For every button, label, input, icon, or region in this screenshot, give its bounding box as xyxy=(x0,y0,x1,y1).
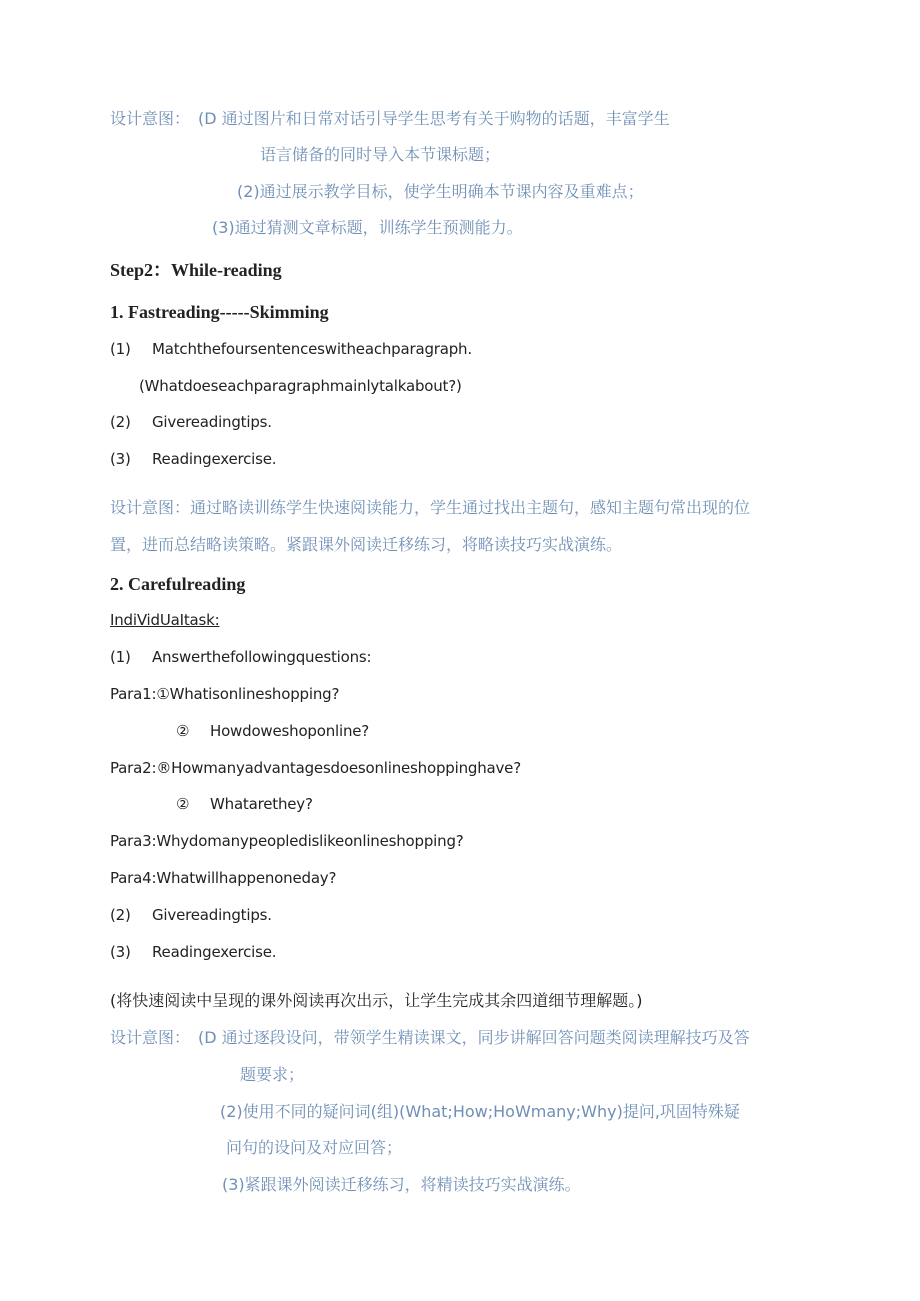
list-item xyxy=(110,941,276,963)
question-line: Para2:®Howmanyadvantagesdoesonlineshoppinghave? xyxy=(110,759,521,777)
design-intent-item: (D 通过逐段设问，带领学生精读课文，同步讲解回答问题类阅读理解技巧及答 xyxy=(198,1028,750,1047)
item-number: (2) xyxy=(110,906,131,924)
list-item xyxy=(110,411,272,433)
section-heading: 1. Fastreading-----Skimming xyxy=(110,302,329,322)
item-number: (3) xyxy=(110,450,131,468)
list-item xyxy=(110,448,276,470)
design-intent-item: 问句的设问及对应回答； xyxy=(226,1138,403,1157)
question-line: Para4:Whatwillhappenoneday? xyxy=(110,869,337,887)
design-intent-item: (3)通过猜测文章标题，训练学生预测能力。 xyxy=(212,218,523,237)
item-text: Readingexercise. xyxy=(152,943,277,961)
item-text: Givereadingtips. xyxy=(152,906,272,924)
question-line: Para3:Whydomanypeopledislikeonlineshopping? xyxy=(110,832,464,850)
question-text: Whatarethey? xyxy=(210,795,313,813)
question-line xyxy=(176,720,369,742)
item-text: Readingexercise. xyxy=(152,450,277,468)
design-intent-item: (D 通过图片和日常对话引导学生思考有关于购物的话题，丰富学生 xyxy=(198,109,670,128)
list-item-sub: (Whatdoeseachparagraphmainlytalkabout?) xyxy=(139,377,462,395)
design-intent-line: 置，进而总结略读策略。紧跟课外阅读迁移练习，将略读技巧实战演练。 xyxy=(110,535,623,554)
design-intent-item: (2)通过展示教学目标，使学生明确本节课内容及重难点； xyxy=(237,182,644,201)
design-intent-item: 语言储备的同时导入本节课标题； xyxy=(260,145,501,164)
design-intent-item: (3)紧跟课外阅读迁移练习，将精读技巧实战演练。 xyxy=(222,1175,581,1194)
circled-number: ② xyxy=(176,795,190,813)
item-text: Givereadingtips. xyxy=(152,413,272,431)
question-line: Para1:①Whatisonlineshopping? xyxy=(110,685,340,703)
question-line xyxy=(176,793,313,815)
note-line: (将快速阅读中呈现的课外阅读再次出示，让学生完成其余四道细节理解题。) xyxy=(110,991,643,1010)
design-intent-item: (2)使用不同的疑问词(组)(What;How;HoWmany;Why)提问,巩固特殊疑 xyxy=(220,1102,740,1121)
design-intent-label: 设计意图： xyxy=(110,109,191,128)
item-number: (2) xyxy=(110,413,131,431)
section-heading: 2. Carefulreading xyxy=(110,574,246,594)
item-number: (1) xyxy=(110,340,131,358)
item-text: Matchthefoursentenceswitheachparagraph. xyxy=(152,340,472,358)
item-number: (1) xyxy=(110,648,131,666)
list-item xyxy=(110,338,472,360)
item-text: Answerthefollowingquestions: xyxy=(152,648,372,666)
list-item xyxy=(110,904,272,926)
design-intent-item: 题要求； xyxy=(240,1065,305,1084)
item-number: (3) xyxy=(110,943,131,961)
list-item xyxy=(110,646,371,668)
step-heading: Step2：While-reading xyxy=(110,260,282,280)
design-intent-line: 设计意图：通过略读训练学生快速阅读能力，学生通过找出主题句，感知主题句常出现的位 xyxy=(110,498,751,517)
question-text: Howdoweshoponline? xyxy=(210,722,370,740)
design-intent-label: 设计意图： xyxy=(110,1028,191,1047)
circled-number: ② xyxy=(176,722,190,740)
task-label: IndiVidUaItask: xyxy=(110,611,220,629)
